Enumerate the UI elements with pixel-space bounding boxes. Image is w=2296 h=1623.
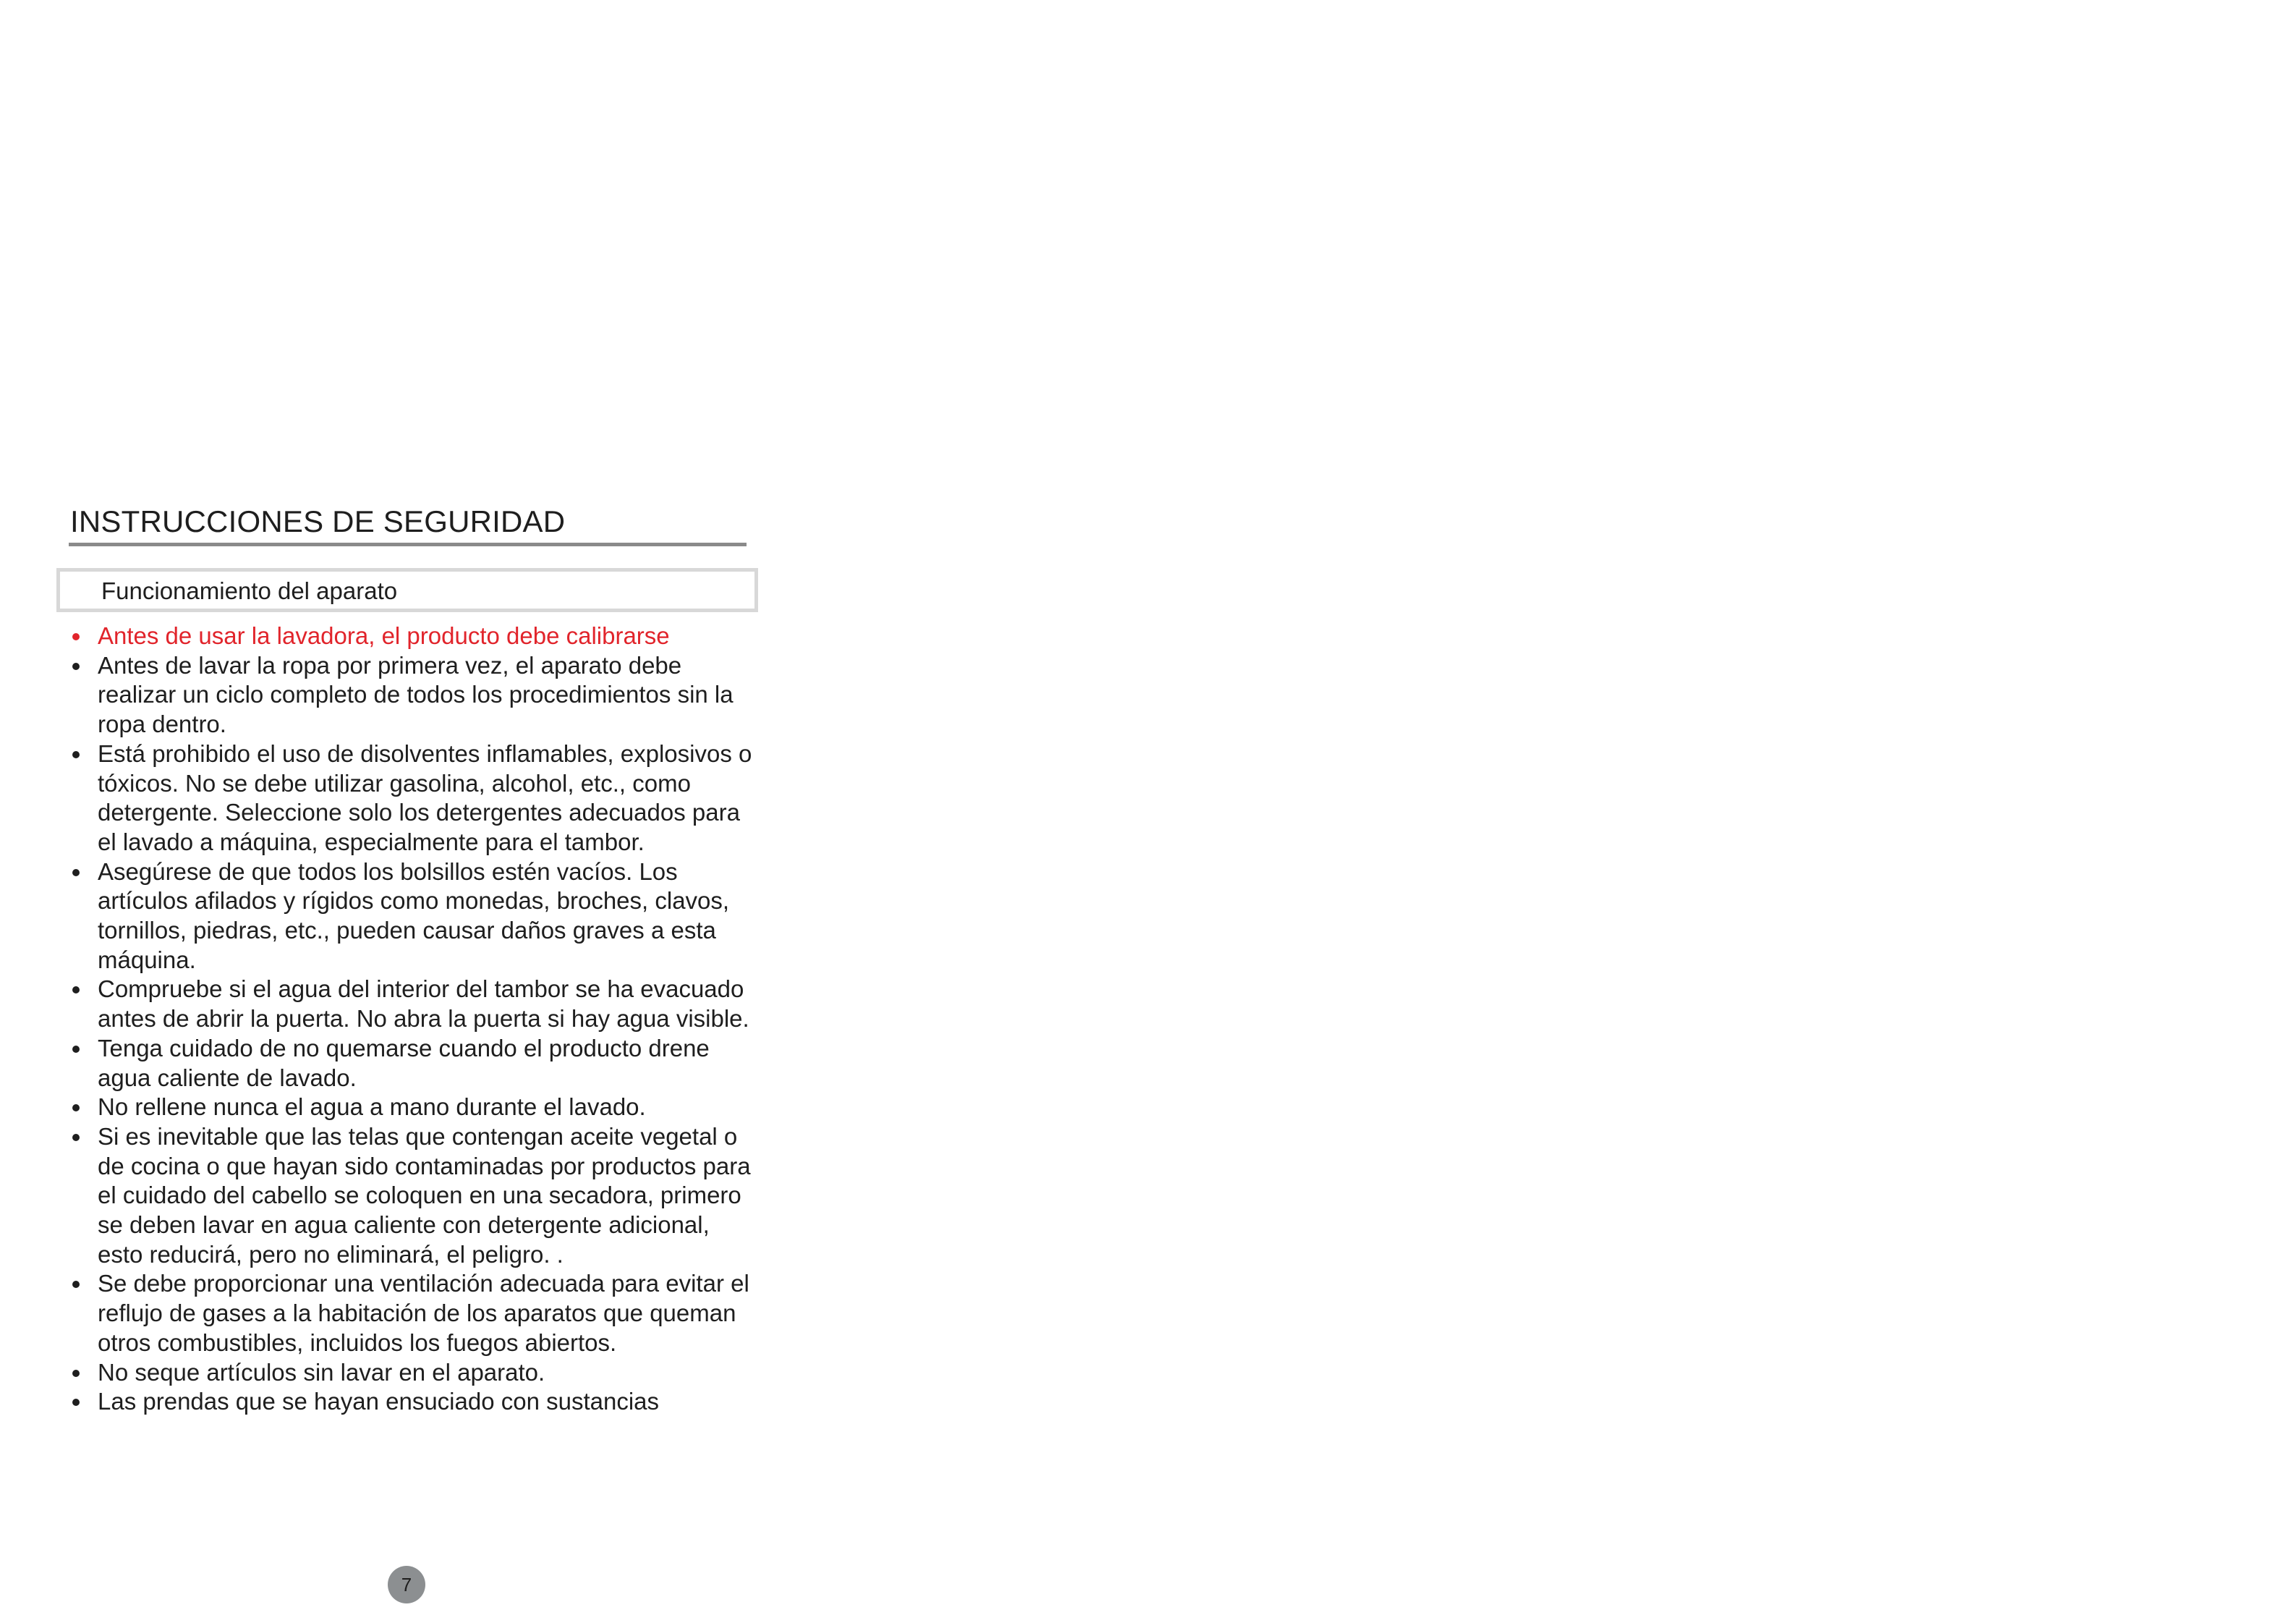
page-number-badge: 7 [388, 1566, 425, 1603]
bullet-icon [72, 663, 80, 670]
subsection-title: Funcionamiento del aparato [101, 577, 398, 604]
list-item-text: Está prohibido el uso de disolventes inflamables, explosivos o tóxicos. No se debe utilizar gasolina, alcohol, etc., como detergente. Seleccione solo los detergentes adecuados para el lavado a máquina, especialmente para el tambor. [98, 740, 752, 855]
list-item [67, 975, 761, 1033]
bullet-icon [72, 869, 80, 876]
list-item [67, 1034, 761, 1093]
list-item-text: Antes de usar la lavadora, el producto debe calibrarse [98, 622, 670, 649]
list-item-text: Si es inevitable que las telas que contengan aceite vegetal o de cocina o que hayan sido contaminadas por productos para el cuidado del cabello se coloquen en una secadora, primero se deben lavar en agua caliente con detergente adicional, esto reducirá, pero no eliminará, el peligro. . [98, 1122, 751, 1268]
list-item-text: No rellene nunca el agua a mano durante el lavado. [98, 1093, 646, 1121]
list-item-text: Asegúrese de que todos los bolsillos estén vacíos. Los artículos afilados y rígidos como monedas, broches, clavos, tornillos, piedras, etc., pueden causar daños graves a esta máquina. [98, 857, 730, 973]
bullet-icon [72, 633, 80, 640]
list-item-text: No seque artículos sin lavar en el aparato. [98, 1358, 545, 1386]
bullet-icon [72, 1281, 80, 1288]
bullet-icon [72, 1399, 80, 1406]
list-item-text: Las prendas que se hayan ensuciado con sustancias [98, 1388, 660, 1415]
subsection-header-box [56, 568, 758, 612]
list-item-text: Tenga cuidado de no quemarse cuando el producto drene agua caliente de lavado. [98, 1034, 710, 1091]
list-item-text: Se debe proporcionar una ventilación adecuada para evitar el reflujo de gases a la habitación de los aparatos que queman otros combustibles, incluidos los fuegos abiertos. [98, 1270, 749, 1356]
list-item [67, 1122, 761, 1270]
list-item [67, 1093, 761, 1122]
title-underline [69, 543, 747, 546]
list-item [67, 857, 761, 975]
bullet-icon [72, 1104, 80, 1111]
list-item [67, 1269, 761, 1357]
bullet-icon [72, 751, 80, 758]
bullet-icon [72, 1046, 80, 1053]
section-title: INSTRUCCIONES DE SEGURIDAD [70, 504, 566, 538]
bullet-icon [72, 986, 80, 993]
list-item [67, 1387, 761, 1417]
bullet-icon [72, 1134, 80, 1141]
list-item-text: Antes de lavar la ropa por primera vez, el aparato debe realizar un ciclo completo de todos los procedimientos sin la ropa dentro. [98, 651, 734, 738]
list-item-text: Compruebe si el agua del interior del tambor se ha evacuado antes de abrir la puerta. No abra la puerta si hay agua visible. [98, 975, 749, 1033]
list-item [67, 651, 761, 740]
bullet-icon [72, 1370, 80, 1377]
list-item [67, 622, 761, 651]
safety-instructions-list [67, 622, 761, 1417]
list-item [67, 740, 761, 857]
list-item [67, 1358, 761, 1388]
